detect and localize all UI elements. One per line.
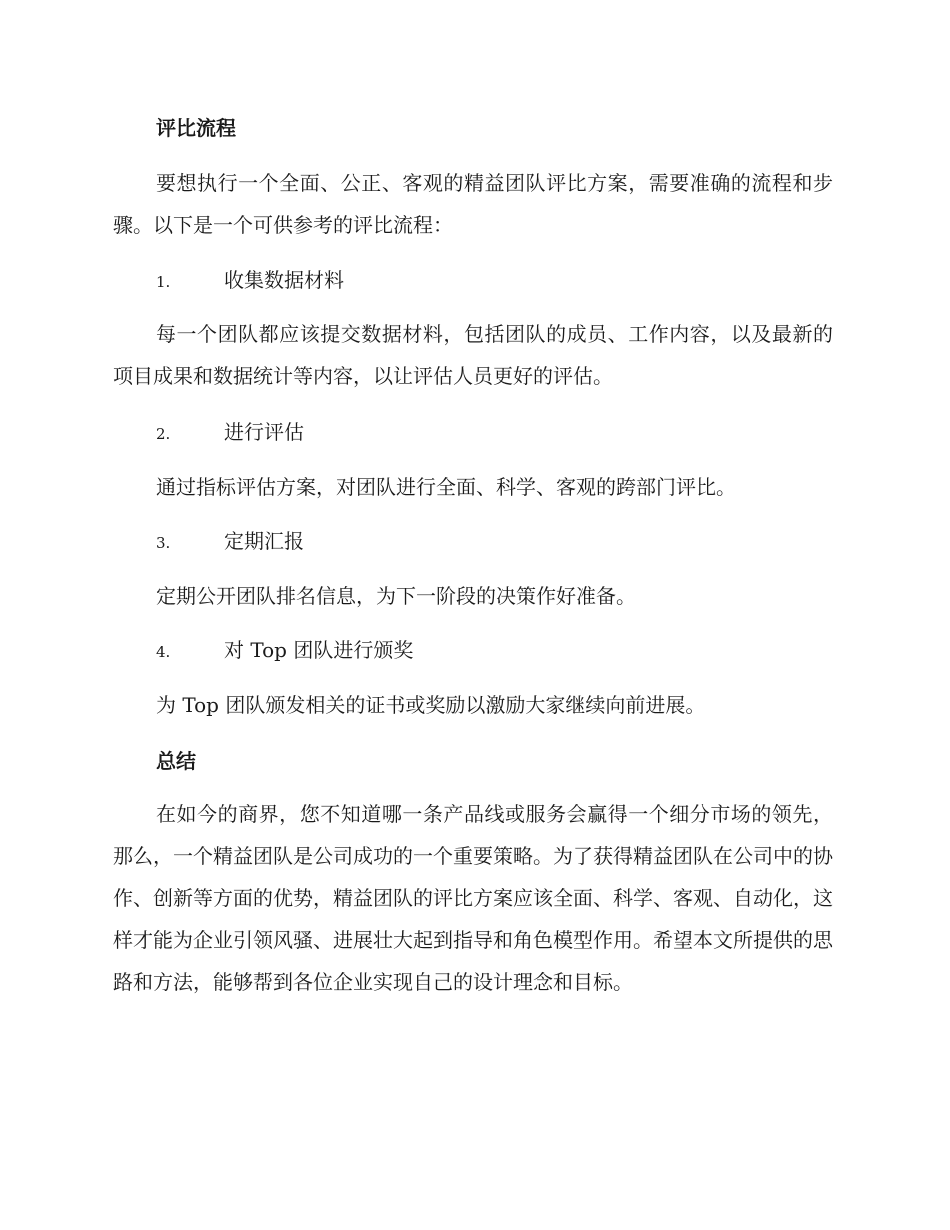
step-4-number: 4. — [156, 643, 171, 661]
summary-paragraph: 在如今的商界，您不知道哪一条产品线或服务会赢得一个细分市场的领先，那么，一个精益团队是公司成功的一个重要策略。为了获得精益团队在公司中的协作、创新等方面的优势，精益团队的评比方案应该全面、科学、客观、自动化，这样才能为企业引领风骚、进展壮大起到指导和角色模型作用。希望本文所提供的思路和方法，能够帮到各位企业实现自己的设计理念和目标。 — [113, 802, 833, 994]
step-3-item — [156, 531, 304, 551]
section-heading-summary: 总结 — [156, 749, 196, 773]
step-3-number: 3. — [156, 534, 171, 552]
section-heading-evaluation-process: 评比流程 — [156, 116, 236, 140]
step-2-description: 通过指标评估方案，对团队进行全面、科学、客观的跨部门评比。 — [156, 475, 736, 499]
step-2-item — [156, 422, 304, 442]
step-4-title: 对 Top 团队进行颁奖 — [224, 638, 414, 662]
step-2-number: 2. — [156, 425, 171, 443]
step-4-item — [156, 640, 413, 660]
step-3-description: 定期公开团队排名信息，为下一阶段的决策作好准备。 — [156, 584, 636, 608]
step-2-title: 进行评估 — [224, 420, 304, 444]
evaluation-intro-paragraph: 要想执行一个全面、公正、客观的精益团队评比方案，需要准确的流程和步骤。以下是一个可供参考的评比流程： — [113, 171, 833, 237]
step-1-number: 1. — [156, 273, 171, 291]
step-4-description: 为 Top 团队颁发相关的证书或奖励以激励大家继续向前进展。 — [156, 693, 706, 717]
step-1-title: 收集数据材料 — [224, 268, 344, 292]
step-3-title: 定期汇报 — [224, 529, 304, 553]
step-1-item — [156, 270, 344, 290]
step-1-description: 每一个团队都应该提交数据材料，包括团队的成员、工作内容，以及最新的项目成果和数据统计等内容，以让评估人员更好的评估。 — [113, 322, 833, 388]
